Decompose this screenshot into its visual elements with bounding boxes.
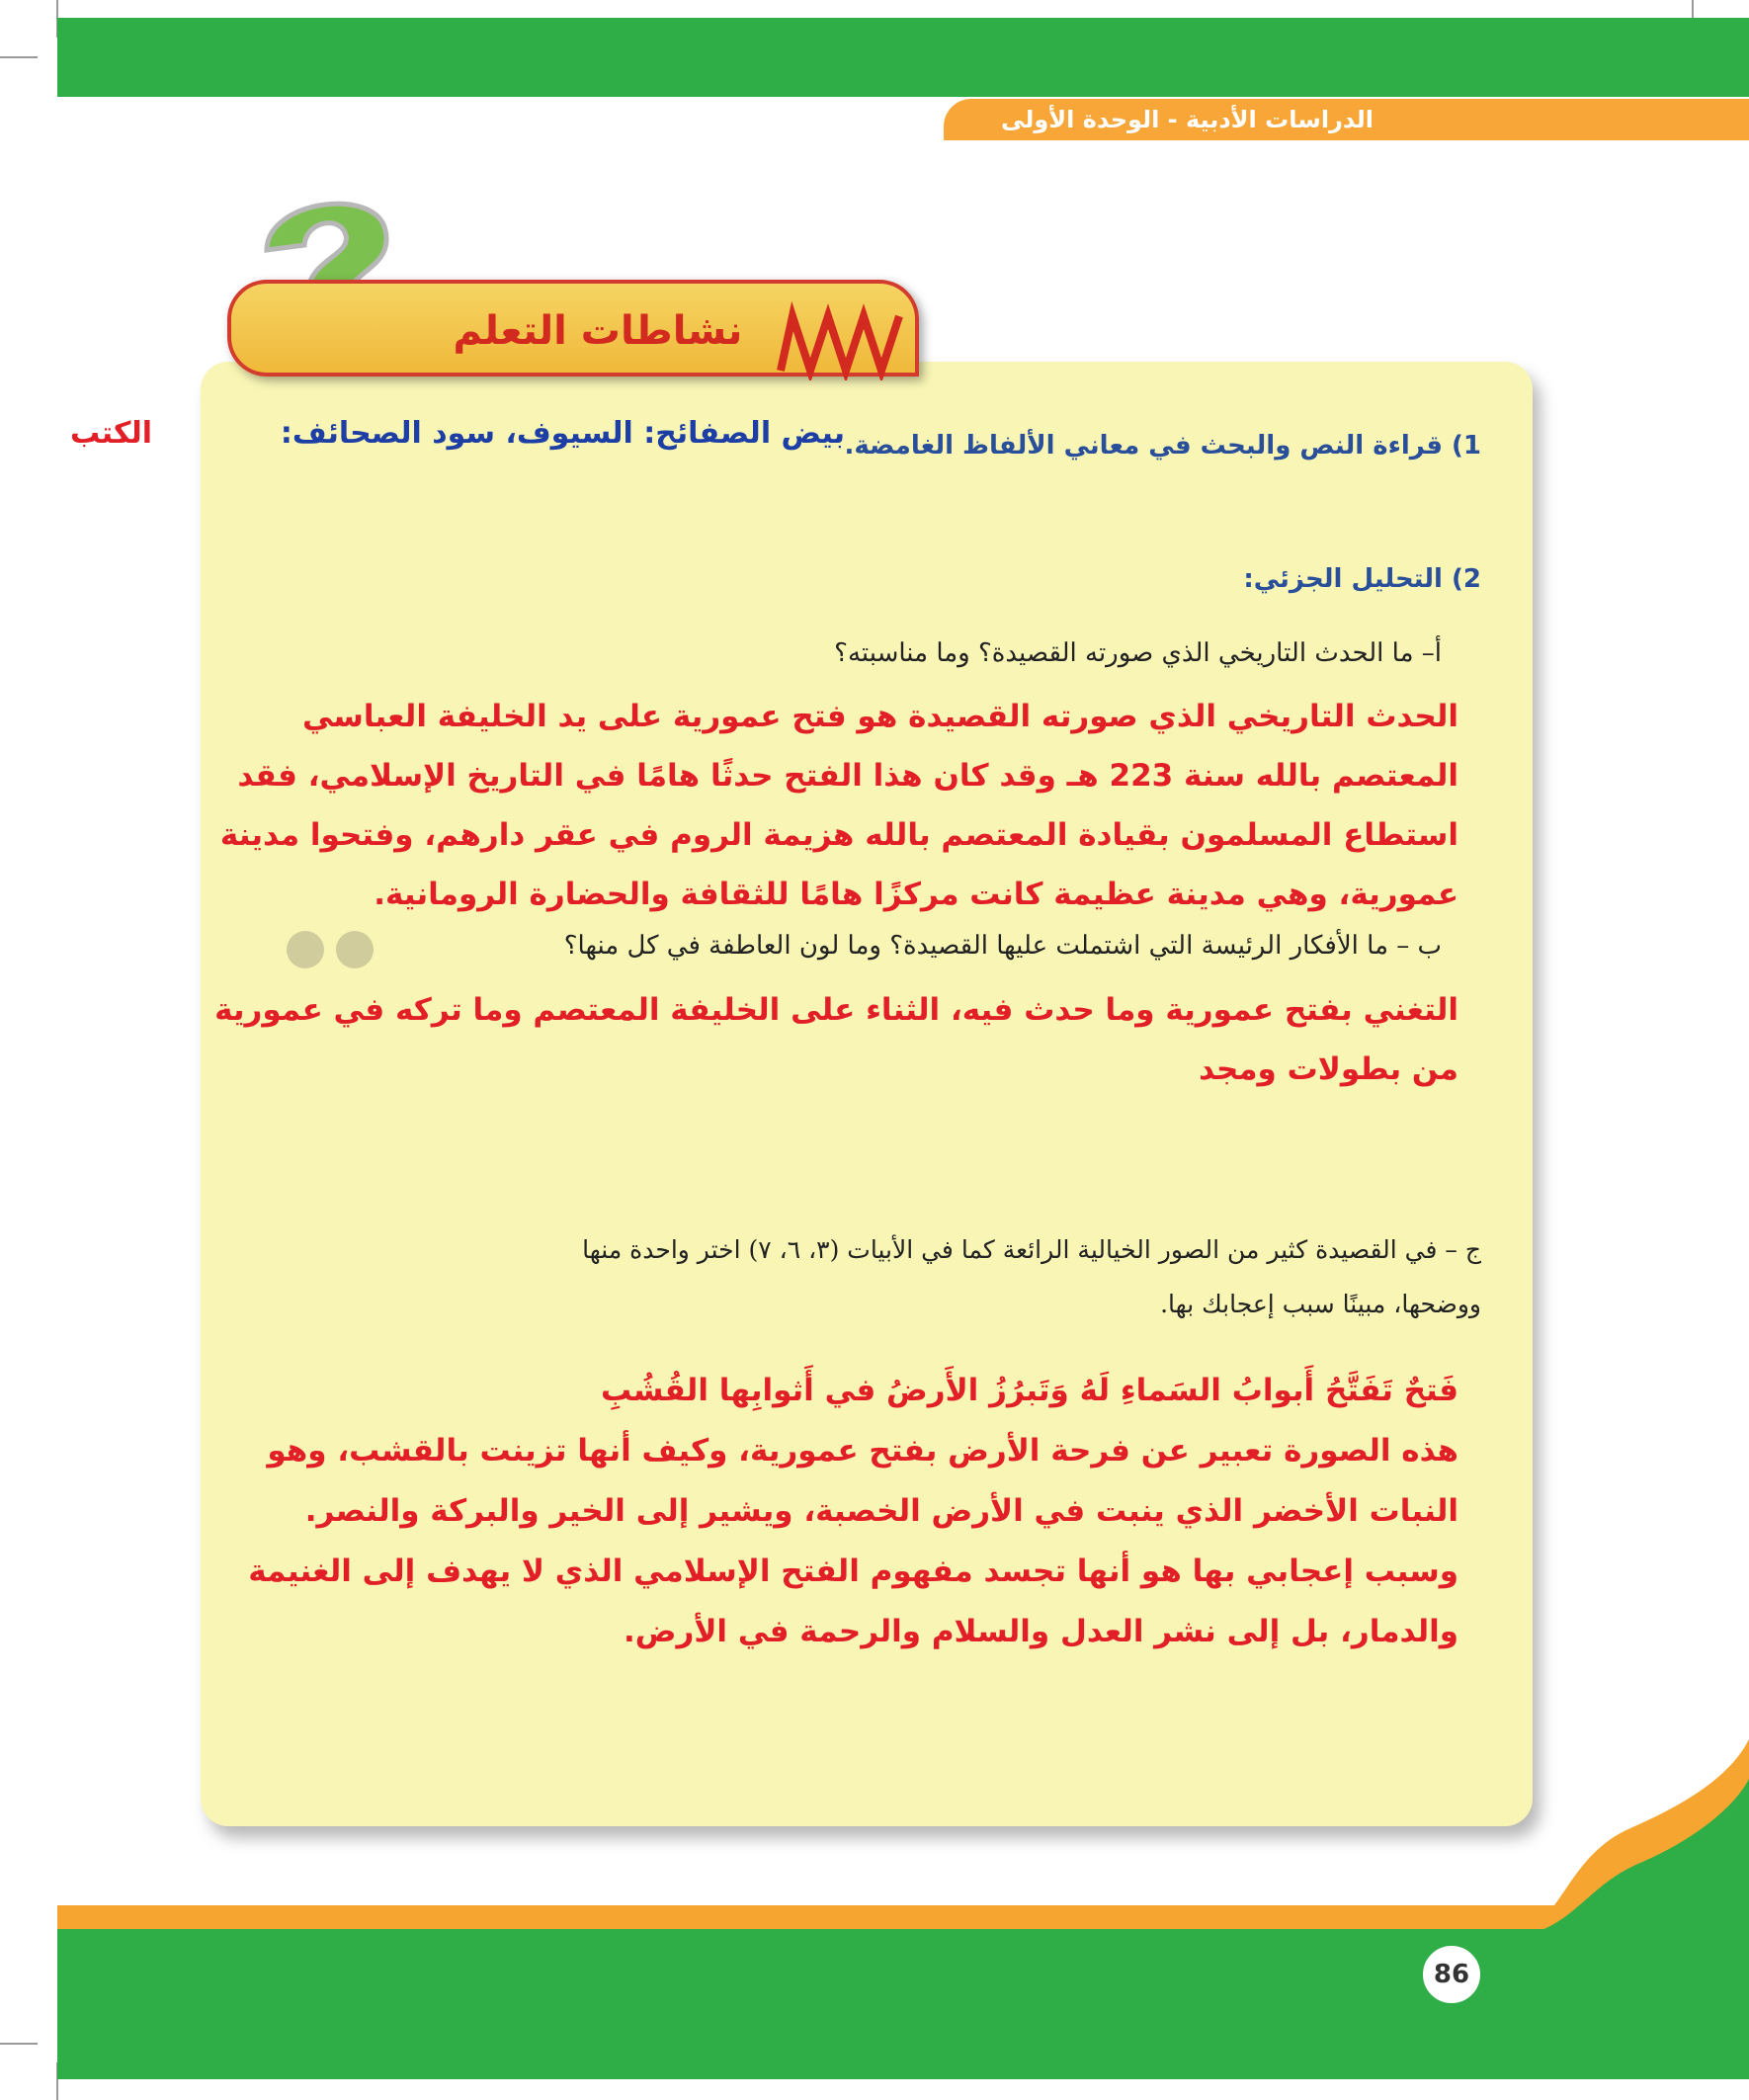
unit-label: الدراسات الأدبية - الوحدة الأولى bbox=[1001, 106, 1374, 133]
answer-a-line-1: الحدث التاريخي الذي صورته القصيدة هو فتح عمورية على يد الخليفة العباسي bbox=[302, 699, 1458, 734]
answer-c-line-1: هذه الصورة تعبير عن فرحة الأرض بفتح عمورية، وكيف أنها تزينت بالقشب، وهو bbox=[267, 1433, 1458, 1469]
footer-green-band bbox=[57, 1929, 1749, 2079]
question-b: ب – ما الأفكار الرئيسة التي اشتملت عليها القصيدة؟ وما لون العاطفة في كل منها؟ bbox=[563, 931, 1442, 961]
answer-c-line-4: والدمار، بل إلى نشر العدل والسلام والرحمة في الأرض. bbox=[624, 1614, 1458, 1649]
answer-a-line-4: عمورية، وهي مدينة عظيمة كانت مركزًا هامًا للثقافة والحضارة الرومانية. bbox=[374, 877, 1458, 912]
answer-a-line-3: استطاع المسلمون بقيادة المعتصم بالله هزيمة الروم في عقر دارهم، وفتحوا مدينة bbox=[219, 817, 1458, 853]
poem-verse: فَتحٌ تَفَتَّحُ أَبوابُ السَماءِ لَهُ وَتَبرُزُ الأَرضُ في أَثوابِها القُشُبِ bbox=[601, 1373, 1458, 1408]
crop-mark bbox=[0, 2043, 38, 2045]
question-c-line-2: ووضحها، مبينًا سبب إعجابك بها. bbox=[1160, 1290, 1481, 1318]
activity-1-label: 1) قراءة النص والبحث في معاني الألفاظ الغامضة. bbox=[844, 431, 1481, 461]
activity-2-label: 2) التحليل الجزئي: bbox=[1243, 564, 1481, 594]
unit-header-tab bbox=[944, 99, 1749, 140]
section-title: نشاطات التعلم bbox=[453, 308, 743, 354]
answer-c-line-2: النبات الأخضر الذي ينبت في الأرض الخصبة، ويشير إلى الخير والبركة والنصر. bbox=[304, 1493, 1458, 1529]
answer-b-line-1: التغني بفتح عمورية وما حدث فيه، الثناء على الخليفة المعتصم وما تركه في عمورية bbox=[214, 992, 1458, 1028]
decorative-swirl-icon bbox=[771, 287, 909, 380]
question-c-line-1: ج – في القصيدة كثير من الصور الخيالية الرائعة كما في الأبيات (٣، ٦، ٧) اختر واحدة منها bbox=[582, 1235, 1481, 1264]
activity-1-answer-red: الكتب bbox=[70, 416, 152, 451]
decorative-dot bbox=[287, 931, 324, 968]
footer-wave bbox=[1502, 1739, 1749, 1937]
answer-a-line-2: المعتصم بالله سنة 223 هـ وقد كان هذا الفتح حدثًا هامًا في التاريخ الإسلامي، فقد bbox=[237, 758, 1458, 794]
page-number: 86 bbox=[1420, 1943, 1483, 2006]
question-a: أ– ما الحدث التاريخي الذي صورته القصيدة؟ وما مناسبته؟ bbox=[834, 638, 1442, 668]
crop-mark bbox=[0, 56, 38, 58]
top-green-band bbox=[57, 18, 1749, 97]
answer-b-line-2: من بطولات ومجد bbox=[1199, 1051, 1458, 1087]
activity-1-answer-blue: بيض الصفائح: السيوف، سود الصحائف: bbox=[280, 416, 845, 451]
answer-c-line-3: وسبب إعجابي بها هو أنها تجسد مفهوم الفتح الإسلامي الذي لا يهدف إلى الغنيمة bbox=[248, 1554, 1458, 1589]
